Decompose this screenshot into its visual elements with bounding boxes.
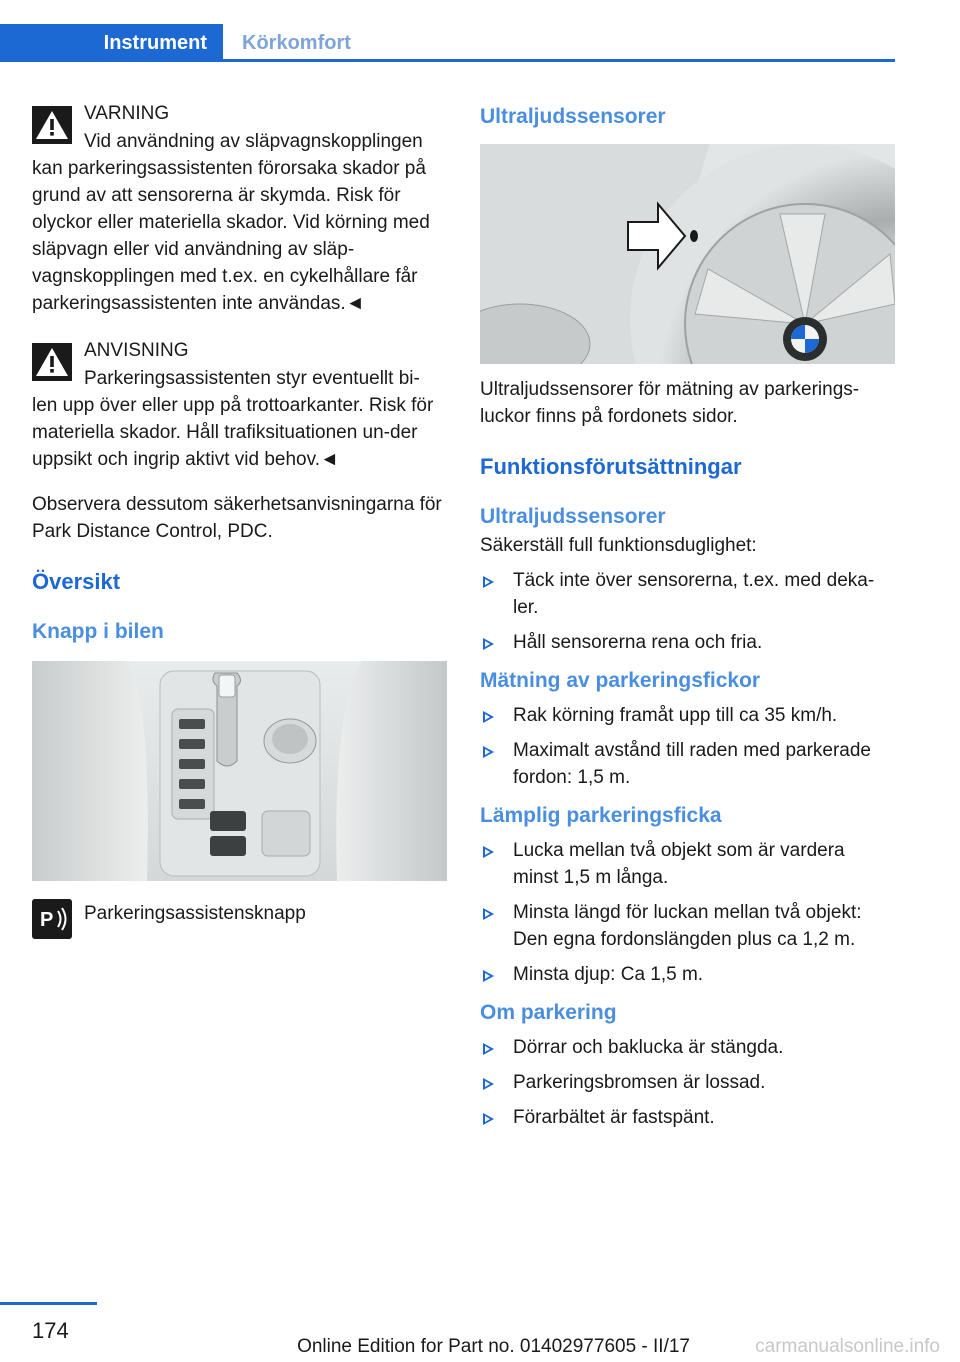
list-item: Maximalt avstånd till raden med parkerade fordon: 1,5 m. <box>480 737 895 791</box>
right-column <box>480 100 895 1139</box>
bullet-arrow-icon <box>483 711 494 723</box>
sensor-location-photo <box>480 144 895 364</box>
list-item: Dörrar och baklucka är stängda. <box>480 1034 895 1061</box>
bullet-arrow-icon <box>483 576 494 588</box>
sensors-caption: Ultraljudssensorer för mätning av parkerings-luckor finns på fordonets sidor. <box>480 379 860 427</box>
list-item: Förarbältet är fastspänt. <box>480 1104 895 1131</box>
list-item: Täck inte över sensorerna, t.ex. med deka-ler. <box>480 567 895 621</box>
warning-title: VARNING <box>84 103 170 124</box>
bullet-arrow-icon <box>483 1043 494 1055</box>
edition-label: Online Edition for Part no. 01402977605 - II/17 <box>297 1336 690 1357</box>
list-item: Lucka mellan två objekt som är vardera minst 1,5 m långa. <box>480 837 895 891</box>
subheading-knapp-i-bilen: Knapp i bilen <box>32 620 164 643</box>
watermark: carmanualsonline.info <box>755 1336 940 1357</box>
ensure-text: Säkerställ full funktionsduglighet: <box>480 535 757 556</box>
bullet-arrow-icon <box>483 1113 494 1125</box>
tab-instrument[interactable]: Instrument <box>0 24 223 62</box>
parking-assistant-button-icon <box>32 899 72 939</box>
page-number: 174 <box>32 1318 69 1343</box>
bullet-arrow-icon <box>483 970 494 982</box>
center-console-illustration <box>32 661 447 881</box>
advice-body: len upp över eller upp på trottoarkanter. Risk för materiella skador. Håll trafiksituationen un-der uppsikt och ingrip aktivt vid behov.◄ <box>32 395 434 470</box>
bullet-arrow-icon <box>483 846 494 858</box>
measuring-bullet-list <box>480 702 895 791</box>
suitable-bullet-list <box>480 837 895 988</box>
bullet-arrow-icon <box>483 638 494 650</box>
wheel-sensor-illustration <box>480 144 895 364</box>
subheading-lamplig: Lämplig parkeringsficka <box>480 804 722 827</box>
footer-rule <box>0 1302 97 1305</box>
bullet-arrow-icon <box>483 908 494 920</box>
list-item: Minsta längd för luckan mellan två objekt: Den egna fordonslängden plus ca 1,2 m. <box>480 899 895 953</box>
warning-notice <box>32 100 447 317</box>
subheading-ultraljudssensorer: Ultraljudssensorer <box>480 105 666 128</box>
parking-bullet-list <box>480 1034 895 1131</box>
heading-funktionsforutsattningar: Funktionsförutsättningar <box>480 454 742 479</box>
advice-notice <box>32 337 447 473</box>
list-item: Parkeringsbromsen är lossad. <box>480 1069 895 1096</box>
subheading-matning: Mätning av parkeringsfickor <box>480 669 761 692</box>
pdc-button-row <box>32 899 447 929</box>
warning-triangle-icon <box>32 106 72 144</box>
advice-first-line: Parkeringsassistenten styr eventuellt bi- <box>84 368 420 389</box>
warning-first-line: Vid användning av släpvagnskopplingen <box>84 131 423 152</box>
center-console-photo <box>32 661 447 881</box>
list-item: Rak körning framåt upp till ca 35 km/h. <box>480 702 895 729</box>
list-item: Håll sensorerna rena och fria. <box>480 629 895 656</box>
warning-body: kan parkeringsassistenten förorsaka skador på grund av att sensorerna är skymda. Risk för olyckor eller materiella skador. Vid körning med släpvagn eller vid användning av släp-vagnskopplingen med t.ex. en cykelhållare får parkeringsassistenten inte användas.◄ <box>32 158 430 314</box>
list-item: Minsta djup: Ca 1,5 m. <box>480 961 895 988</box>
left-column <box>32 100 447 929</box>
bullet-arrow-icon <box>483 1078 494 1090</box>
subheading-om-parkering: Om parkering <box>480 1001 617 1024</box>
advice-title: ANVISNING <box>84 340 189 361</box>
observe-paragraph: Observera dessutom säkerhetsanvisningarna för Park Distance Control, PDC. <box>32 494 442 542</box>
pdc-icon-letter: P <box>40 909 54 931</box>
caution-triangle-icon <box>32 343 72 381</box>
subheading-ultraljudssensorer-2: Ultraljudssensorer <box>480 505 666 528</box>
bullet-arrow-icon <box>483 746 494 758</box>
sensor-bullet-list <box>480 567 895 656</box>
pdc-button-caption: Parkeringsassistensknapp <box>84 903 306 924</box>
chapter-tabs <box>0 24 895 62</box>
heading-oversikt: Översikt <box>32 569 121 594</box>
tab-korkomfort[interactable]: Körkomfort <box>242 31 351 54</box>
